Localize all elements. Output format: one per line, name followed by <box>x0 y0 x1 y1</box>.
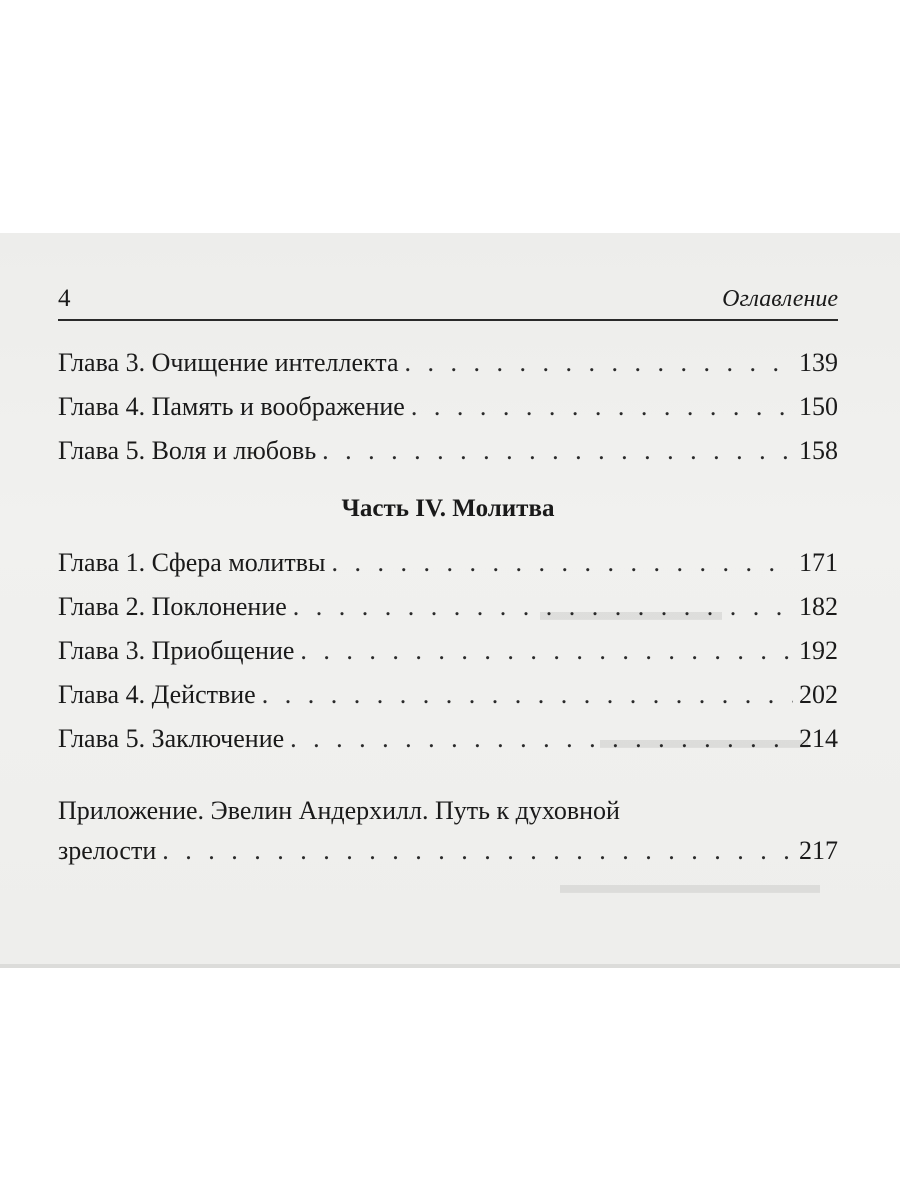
dot-leader <box>405 343 794 383</box>
dot-leader <box>262 675 793 715</box>
toc-entry-page: 202 <box>799 680 838 709</box>
part-heading: Часть IV. Молитва <box>341 495 555 522</box>
toc-entry <box>58 631 838 671</box>
toc-entry-page: 214 <box>799 724 838 753</box>
toc-entry-appendix <box>58 831 838 871</box>
toc-entry-page: 217 <box>799 836 838 865</box>
dot-leader <box>290 719 793 759</box>
toc-entry-title: Глава 2. Поклонение <box>58 592 287 621</box>
appendix-title: Приложение. Эвелин Андерхилл. Путь к духовной <box>58 796 620 825</box>
dot-leader <box>162 831 793 871</box>
toc-entry-page: 150 <box>799 392 838 421</box>
toc-entry-page: 192 <box>799 636 838 665</box>
toc-entry <box>58 675 838 715</box>
toc-entry-title: Глава 4. Память и воображение <box>58 392 405 421</box>
dot-leader <box>293 587 793 627</box>
toc-entry-title: Глава 3. Очищение интеллекта <box>58 348 399 377</box>
dot-leader <box>331 543 793 583</box>
toc-entry-page: 171 <box>799 548 838 577</box>
toc-entry-title: зрелости <box>58 836 157 865</box>
book-page <box>0 233 900 968</box>
toc-entry <box>58 343 838 383</box>
running-head <box>58 283 838 321</box>
dot-leader <box>322 431 793 471</box>
show-through-text: ▬▬▬▬▬▬▬▬ <box>600 734 808 763</box>
dot-leader <box>411 387 793 427</box>
toc-entry-title: Глава 5. Заключение <box>58 724 285 753</box>
page-number: 4 <box>58 285 71 312</box>
toc-entry-title: Глава 4. Действие <box>58 680 256 709</box>
page-edge-shadow <box>0 964 900 968</box>
dot-leader <box>300 631 793 671</box>
toc-entry <box>58 543 838 583</box>
section-title: Оглавление <box>722 286 838 312</box>
toc-entry-title: Глава 5. Воля и любовь <box>58 436 317 465</box>
toc-entry <box>58 587 838 627</box>
toc-entry-page: 182 <box>799 592 838 621</box>
show-through-text: ▬▬▬▬▬▬▬ <box>540 606 722 635</box>
toc-entry-title: Глава 1. Сфера молитвы <box>58 548 326 577</box>
show-through-text: ▬▬▬▬▬▬▬▬▬▬ <box>560 879 820 908</box>
toc-entry-title: Глава 3. Приобщение <box>58 636 295 665</box>
toc-entry <box>58 431 838 471</box>
toc-entry <box>58 387 838 427</box>
toc-entry-page: 158 <box>799 436 838 465</box>
toc-entry <box>58 719 838 759</box>
toc-entry-page: 139 <box>799 348 838 377</box>
